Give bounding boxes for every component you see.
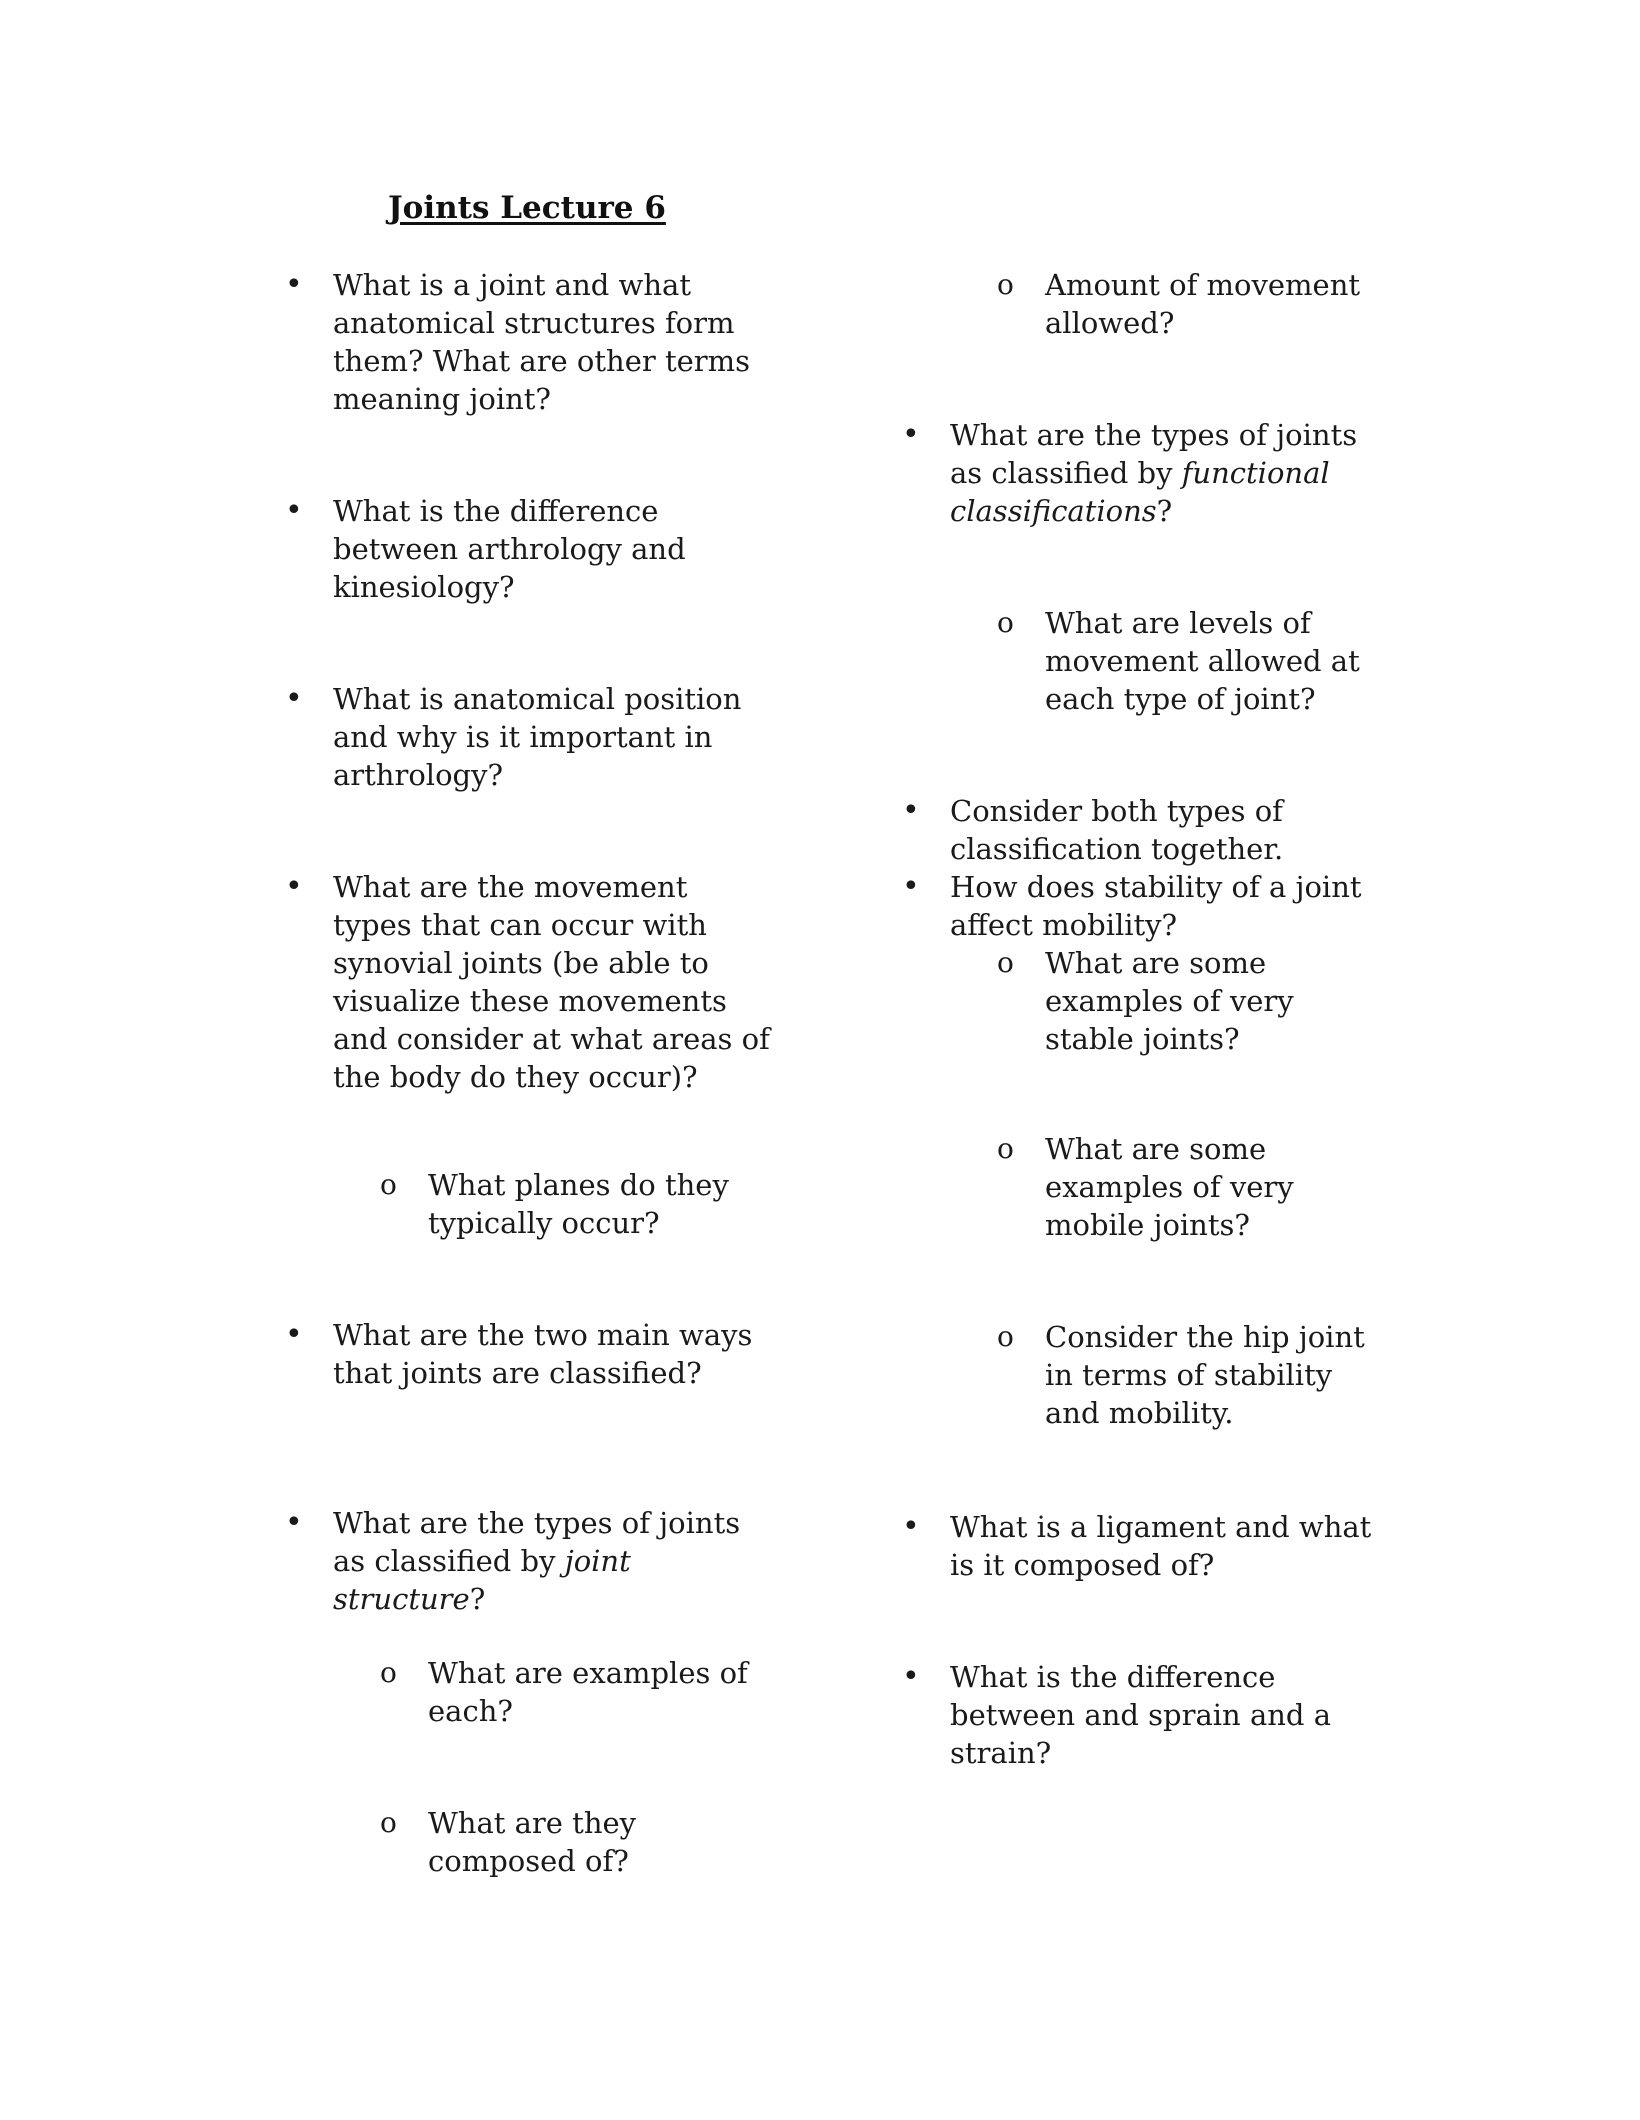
sub-bullet-marker: o <box>997 1320 1014 1353</box>
subquestion-mobile-joints <box>997 1130 1375 1244</box>
subquestion-planes <box>380 1166 768 1242</box>
question-anatomical-position <box>285 680 773 794</box>
question-ligament <box>902 1508 1380 1584</box>
bullet-marker: • <box>285 681 303 716</box>
emphasis-text: joint structure <box>333 1544 631 1616</box>
subquestion-stable-joints <box>997 944 1375 1058</box>
page-title: Joints Lecture 6 <box>388 190 666 226</box>
bullet-marker: • <box>902 793 920 828</box>
bullet-marker: • <box>902 1659 920 1694</box>
question-classification-ways <box>285 1316 773 1392</box>
bullet-marker: • <box>285 869 303 904</box>
question-sprain-strain <box>902 1658 1380 1772</box>
question-stability-mobility <box>902 868 1380 944</box>
sub-bullet-marker: o <box>997 1132 1014 1165</box>
subquestion-examples <box>380 1654 768 1730</box>
question-text: What are some examples of very mobile joints? <box>1045 1132 1294 1242</box>
question-text: What are they composed of? <box>428 1806 637 1878</box>
subquestion-composition <box>380 1804 768 1880</box>
sub-bullet-marker: o <box>380 1168 397 1201</box>
sub-bullet-marker: o <box>997 606 1014 639</box>
question-text: What is a joint and what anatomical structures form them? What are other terms meaning joint? <box>333 268 751 416</box>
question-text: Amount of movement allowed? <box>1045 268 1361 340</box>
question-both-classifications <box>902 792 1380 868</box>
question-text: What are some examples of very stable joints? <box>1045 946 1294 1056</box>
sub-bullet-marker: o <box>997 946 1014 979</box>
question-text: What are the movement types that can occur with synovial joints (be able to visualize these movements and consider at what areas of the body do they occur)? <box>333 870 770 1094</box>
question-joint-definition <box>285 266 773 418</box>
subquestion-amount-of-movement <box>997 266 1375 342</box>
bullet-marker: • <box>902 417 920 452</box>
question-text: What are the two main ways that joints are classified? <box>333 1318 753 1390</box>
question-text: What are the types of joints as classified by joint structure? <box>333 1506 741 1616</box>
subquestion-levels-of-movement <box>997 604 1375 718</box>
bullet-marker: • <box>285 1505 303 1540</box>
question-arthrology-kinesiology <box>285 492 773 606</box>
subquestion-hip-joint <box>997 1318 1375 1432</box>
question-text: What planes do they typically occur? <box>428 1168 729 1240</box>
question-text: What is a ligament and what is it composed of? <box>950 1510 1372 1582</box>
question-text: What is the difference between and sprain and a strain? <box>950 1660 1331 1770</box>
emphasis-text: functional classifications <box>950 456 1330 528</box>
sub-bullet-marker: o <box>380 1656 397 1689</box>
bullet-marker: • <box>902 869 920 904</box>
question-text: What are levels of movement allowed at each type of joint? <box>1045 606 1360 716</box>
question-functional-classification <box>902 416 1380 530</box>
sub-bullet-marker: o <box>997 268 1014 301</box>
question-text: Consider both types of classification together. <box>950 794 1284 866</box>
question-text: What are examples of each? <box>428 1656 748 1728</box>
bullet-marker: • <box>285 267 303 302</box>
bullet-marker: • <box>285 493 303 528</box>
question-movement-types <box>285 868 773 1096</box>
sub-bullet-marker: o <box>380 1806 397 1839</box>
question-text: What is anatomical position and why is it important in arthrology? <box>333 682 742 792</box>
bullet-marker: • <box>285 1317 303 1352</box>
question-text: What is the difference between arthrology and kinesiology? <box>333 494 686 604</box>
question-text: Consider the hip joint in terms of stability and mobility. <box>1045 1320 1365 1430</box>
question-text: How does stability of a joint affect mobility? <box>950 870 1362 942</box>
question-structural-classification <box>285 1504 773 1618</box>
bullet-marker: • <box>902 1509 920 1544</box>
question-text: What are the types of joints as classified by functional classifications? <box>950 418 1358 528</box>
